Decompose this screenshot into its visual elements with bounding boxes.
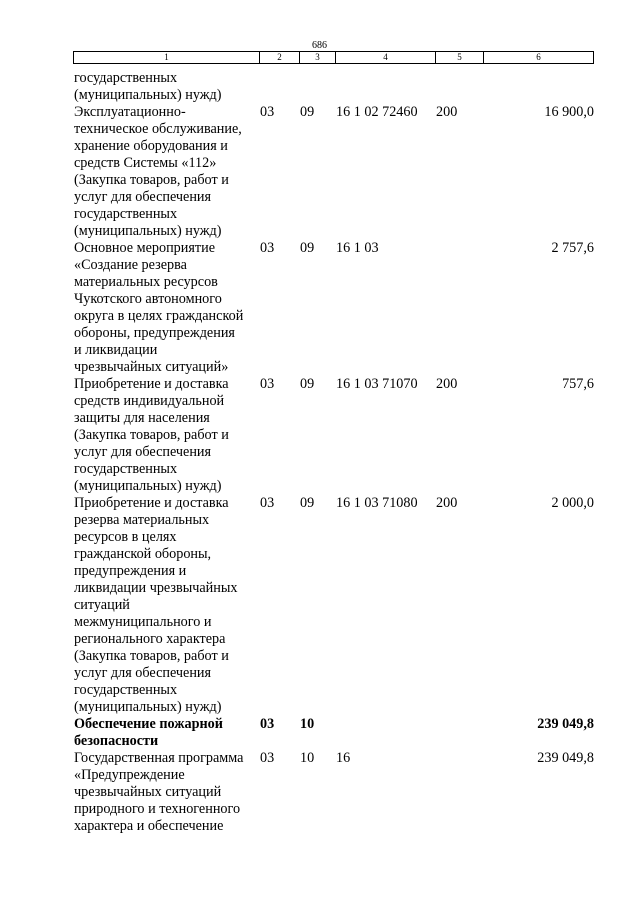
row-amount: 2 000,0 (551, 495, 594, 511)
budget-table (73, 70, 594, 835)
row-name-line: Государственная программа (74, 750, 244, 766)
row-subsection: 09 (300, 104, 315, 120)
header-col-2: 2 (260, 52, 300, 64)
row-name-line: (муниципальных) нужд) (74, 699, 222, 715)
row-code: 16 1 03 71070 (336, 376, 418, 392)
table-row (73, 240, 594, 376)
table-row (73, 750, 594, 835)
row-section: 03 (260, 104, 275, 120)
table-row (73, 104, 594, 240)
row-name-line: ситуаций (74, 597, 130, 613)
row-name-line: услуг для обеспечения (74, 665, 212, 681)
row-type: 200 (436, 376, 458, 392)
header-col-5: 5 (436, 52, 484, 64)
row-name (73, 495, 260, 716)
row-type (436, 750, 484, 835)
row-name-line: гражданской обороны, (74, 546, 212, 562)
header-col-1: 1 (74, 52, 260, 64)
row-amount: 239 049,8 (537, 716, 594, 732)
table-row (73, 495, 594, 716)
row-name-line: чрезвычайных ситуаций (74, 784, 222, 800)
row-amount (484, 70, 594, 104)
row-code: 16 1 03 (336, 240, 379, 256)
row-section: 03 (260, 750, 275, 766)
row-name-line: безопасности (74, 733, 159, 749)
row-type (436, 240, 484, 376)
row-section: 03 (260, 716, 275, 732)
row-name-line: чрезвычайных ситуаций» (74, 359, 229, 375)
header-col-3: 3 (300, 52, 336, 64)
row-subsection: 09 (300, 376, 315, 392)
row-name-line: (муниципальных) нужд) (74, 87, 222, 103)
row-name-line: Эксплуатационно- (74, 104, 186, 120)
header-col-4: 4 (336, 52, 436, 64)
row-name-line: (Закупка товаров, работ и (74, 427, 229, 443)
table-row (73, 376, 594, 495)
table-row (73, 70, 594, 104)
row-name-line: регионального характера (74, 631, 226, 647)
row-name-line: государственных (74, 206, 178, 222)
row-name-line: обороны, предупреждения (74, 325, 235, 341)
row-code: 16 (336, 750, 351, 766)
row-name-line: межмуниципального и (74, 614, 212, 630)
row-name-line: и ликвидации (74, 342, 158, 358)
row-amount: 757,6 (562, 376, 594, 392)
row-subsection: 09 (300, 240, 315, 256)
row-name-line: предупреждения и (74, 563, 187, 579)
table-header (73, 51, 594, 64)
row-name-line: хранение оборудования и (74, 138, 228, 154)
row-name-line: государственных (74, 461, 178, 477)
row-subsection (300, 70, 336, 104)
row-name-line: резерва материальных (74, 512, 210, 528)
row-name-line: природного и техногенного (74, 801, 241, 817)
row-name-line: (Закупка товаров, работ и (74, 172, 229, 188)
row-name-line: Обеспечение пожарной (74, 716, 223, 732)
row-name-line: «Создание резерва (74, 257, 187, 273)
row-name-line: государственных (74, 70, 178, 86)
row-section: 03 (260, 376, 275, 392)
row-name-line: (муниципальных) нужд) (74, 223, 222, 239)
row-name-line: характера и обеспечение (74, 818, 224, 834)
row-name-line: Основное мероприятие (74, 240, 215, 256)
row-name-line: услуг для обеспечения (74, 189, 212, 205)
row-code (336, 716, 436, 750)
row-name-line: материальных ресурсов (74, 274, 218, 290)
row-name-line: услуг для обеспечения (74, 444, 212, 460)
row-name-line: округа в целях гражданской (74, 308, 244, 324)
row-type (436, 716, 484, 750)
row-section: 03 (260, 240, 275, 256)
row-name-line: техническое обслуживание, (74, 121, 242, 137)
table-row (73, 716, 594, 750)
row-name (73, 376, 260, 495)
row-name (73, 240, 260, 376)
row-type: 200 (436, 495, 458, 511)
row-subsection: 10 (300, 716, 315, 732)
header-col-6: 6 (484, 52, 594, 64)
row-amount: 16 900,0 (544, 104, 594, 120)
row-name-line: (муниципальных) нужд) (74, 478, 222, 494)
row-name (73, 750, 260, 835)
row-name (73, 716, 260, 750)
row-name-line: государственных (74, 682, 178, 698)
row-name-line: Чукотского автономного (74, 291, 222, 307)
row-amount: 2 757,6 (551, 240, 594, 256)
row-name (73, 70, 260, 104)
row-type (436, 70, 484, 104)
row-name-line: Приобретение и доставка (74, 495, 229, 511)
row-code (336, 70, 436, 104)
row-name-line: защиты для населения (74, 410, 210, 426)
page-number: 686 (312, 40, 327, 51)
row-section (260, 70, 300, 104)
row-name-line: «Предупреждение (74, 767, 185, 783)
row-code: 16 1 02 72460 (336, 104, 418, 120)
row-name-line: средств Системы «112» (74, 155, 217, 171)
row-subsection: 10 (300, 750, 315, 766)
row-name-line: Приобретение и доставка (74, 376, 229, 392)
row-type: 200 (436, 104, 458, 120)
row-name-line: средств индивидуальной (74, 393, 225, 409)
row-code: 16 1 03 71080 (336, 495, 418, 511)
table-body (73, 70, 594, 835)
row-amount: 239 049,8 (537, 750, 594, 766)
row-name-line: (Закупка товаров, работ и (74, 648, 229, 664)
row-name-line: ресурсов в целях (74, 529, 177, 545)
row-subsection: 09 (300, 495, 315, 511)
header-row (74, 52, 594, 64)
row-name-line: ликвидации чрезвычайных (74, 580, 238, 596)
row-name (73, 104, 260, 240)
row-section: 03 (260, 495, 275, 511)
